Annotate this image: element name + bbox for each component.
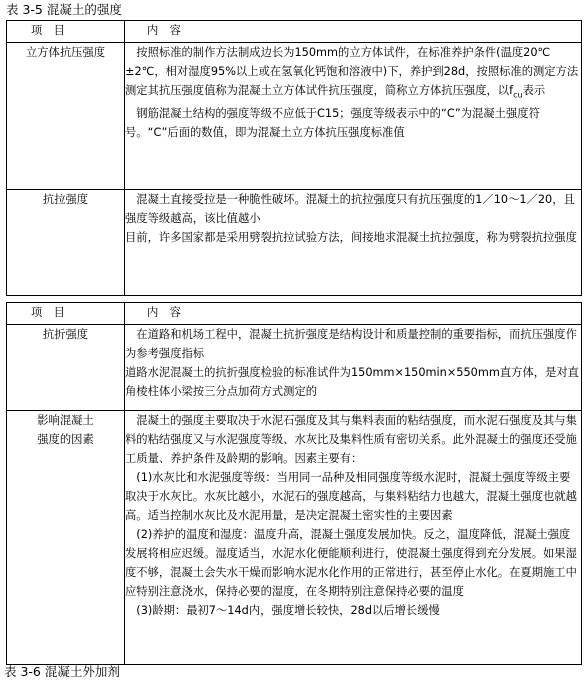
table-caption: 表 3-5 混凝土的强度	[6, 2, 122, 17]
header-item	[7, 21, 125, 43]
header-item	[7, 303, 125, 325]
paragraph: 在道路和机场工程中，混凝土抗折强度是结构设计和质量控制的重要指标，而抗压强度作为参考强度指标	[125, 328, 577, 360]
table-header-row	[7, 303, 582, 325]
next-table-caption: 表 3-6 混凝土外加剂	[4, 664, 120, 679]
row-name-factors	[7, 411, 125, 665]
table-row	[7, 43, 582, 190]
strength-table-part1	[6, 20, 582, 296]
paragraph: 混凝土直接受拉是一种脆性破坏。混凝土的抗拉强度只有抗压强度的1／10～1／20，且强度等级越高，该比值越小	[125, 193, 575, 225]
paragraph: 道路水泥混凝土的抗折强度检验的标准试件为150mm×150min×550mm直方体，是对直角棱柱体小梁按三分点加荷方式测定的	[125, 366, 579, 398]
paragraph-suffix: 表示	[522, 84, 546, 97]
paragraph	[125, 43, 581, 104]
row-content-factors	[125, 411, 582, 665]
paragraph-text: 按照标准的制作方法制成边长为150mm的立方体试件，在标准养护条件(温度20℃±2℃，相对湿度95%以上或在氢氧化钙饱和溶液中)下，养护到28d，按照标准的测定方法测定其抗压强度值称为混凝土立方体试件抗压强度，简称立方体抗压强度，以f	[125, 46, 579, 97]
row-name-cube-compressive: 立方体抗压强度	[7, 43, 125, 190]
strength-table-part2	[6, 302, 582, 665]
paragraph: 目前，许多国家都是采用劈裂抗拉试验方法，间接地求混凝土抗拉强度，称为劈裂抗拉强度	[125, 231, 577, 244]
header-content	[125, 21, 582, 43]
row-content-flexural	[125, 325, 582, 411]
header-content-label: 内 容	[147, 24, 181, 37]
header-content	[125, 303, 582, 325]
row-name-line: 强度的因素	[37, 433, 94, 446]
paragraph: 混凝土的强度主要取决于水泥石强度及其与集料表面的粘结强度，而水泥石强度及其与集料的粘结强度又与水泥强度等级、水灰比及集料性质有密切关系。此外混凝土的强度还受施工质量、养护条件及龄期的影响。因素主要有：	[125, 414, 577, 465]
row-name-line: 影响混凝土	[37, 414, 94, 427]
table-row	[7, 411, 582, 665]
subscript-cu: cu	[513, 90, 523, 100]
header-item-label: 项 目	[31, 306, 65, 319]
table-header-row	[7, 21, 582, 43]
row-name-flexural: 抗折强度	[7, 325, 125, 411]
row-content-tensile	[125, 190, 582, 296]
header-item-label: 项 目	[31, 24, 65, 37]
row-name-tensile: 抗拉强度	[7, 190, 125, 296]
paragraph: (1)水灰比和水泥强度等级：当用同一品种及相同强度等级水泥时，混凝土强度等级主要取决于水灰比。水灰比越小，水泥石的强度越高，与集料粘结力也越大，混凝土强度也就越高。适当控制水灰比及水泥用量，是决定混凝土密实性的主要因素	[125, 471, 577, 522]
table-row	[7, 325, 582, 411]
table-row	[7, 190, 582, 296]
paragraph: (3)龄期：最初7～14d内，强度增长较快，28d以后增长缓慢	[136, 604, 440, 617]
header-content-label: 内 容	[147, 306, 181, 319]
row-content-cube-compressive	[125, 43, 582, 190]
paragraph: 钢筋混凝土结构的强度等级不应低于C15；强度等级表示中的“C”为混凝土强度符号。“C”后面的数值，即为混凝土立方体抗压强度标准值	[125, 107, 540, 140]
paragraph: (2)养护的温度和湿度：温度升高，混凝土强度发展加快。反之，温度降低，混凝土强度发展将相应迟缓。湿度适当，水泥水化便能顺利进行，使混凝土强度得到充分发展。如果湿度不够，混凝土会失水干燥而影响水泥水化作用的正常进行，甚至停止水化。在夏期施工中应特别注意浇水，保持必要的湿度，在冬期特别注意保持必要的温度	[125, 528, 577, 598]
